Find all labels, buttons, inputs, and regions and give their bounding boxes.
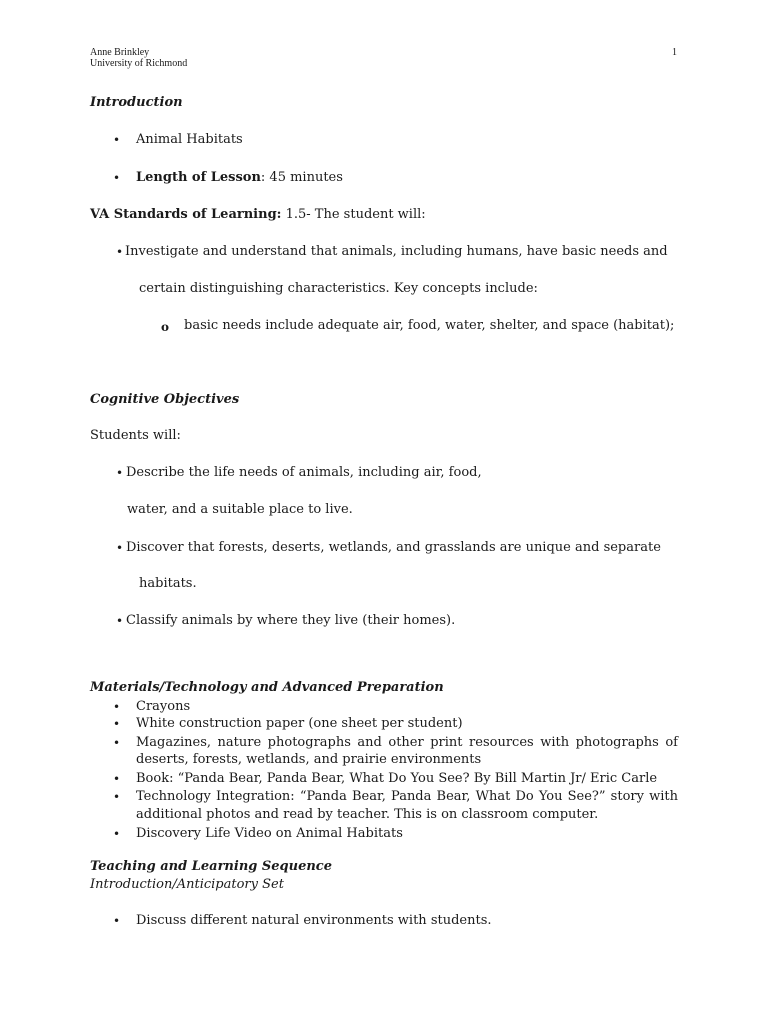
lesson-length [136,170,343,186]
teaching-heading: Teaching and Learning Sequence [90,859,332,874]
objective-1-line2: water, and a suitable place to live. [127,502,353,517]
bullet-icon: • [113,133,121,147]
introduction-heading: Introduction [90,95,183,110]
objective-1-line1: Describe the life needs of animals, including air, food, [126,465,482,480]
lesson-length-label: Length of Lesson [136,170,261,185]
material-item-1: Crayons [136,699,191,714]
bullet-icon: • [113,171,121,185]
teaching-subheading: Introduction/Anticipatory Set [90,877,284,892]
standard-item-line2: certain distinguishing characteristics. Key concepts include: [139,281,538,296]
teaching-item-1: Discuss different natural environments with students. [136,913,492,928]
objective-3: Classify animals by where they live (their homes). [126,613,456,628]
standards-line [90,207,426,223]
objective-2-line2: habitats. [139,576,197,591]
materials-heading: Materials/Technology and Advanced Preparation [90,680,444,695]
bullet-icon: • [113,717,121,731]
circle-bullet-icon: o [161,320,170,334]
bullet-icon: • [116,245,124,259]
intro-topic: Animal Habitats [136,132,243,147]
page-number: 1 [672,47,677,58]
material-item-4: Book: “Panda Bear, Panda Bear, What Do You See? By Bill Martin Jr/ Eric Carle [136,771,658,786]
lesson-length-value: : 45 minutes [260,170,343,185]
bullet-icon: • [113,827,121,841]
objective-2-line1: Discover that forests, deserts, wetlands, and grasslands are unique and separate [126,540,661,555]
bullet-icon: • [113,790,121,804]
institution-name: University of Richmond [90,58,188,69]
bullet-icon: • [116,541,124,555]
bullet-icon: • [113,736,121,750]
bullet-icon: • [116,466,124,480]
bullet-icon: • [113,700,121,714]
bullet-icon: • [113,772,121,786]
standard-subitem: basic needs include adequate air, food, water, shelter, and space (habitat); [184,318,675,333]
cognitive-intro: Students will: [90,428,181,443]
material-item-3-line1: Magazines, nature photographs and other print resources with photographs of [136,735,678,750]
material-item-6: Discovery Life Video on Animal Habitats [136,826,403,841]
bullet-icon: • [116,614,124,628]
material-item-2: White construction paper (one sheet per student) [136,716,463,731]
cognitive-heading: Cognitive Objectives [90,392,240,407]
material-item-5-line1: Technology Integration: “Panda Bear, Panda Bear, What Do You See?” story with [136,789,678,804]
standard-item-line1: Investigate and understand that animals, including humans, have basic needs and [125,244,668,259]
author-name: Anne Brinkley [90,47,150,58]
material-item-3-line2: deserts, forests, wetlands, and prairie environments [136,752,482,767]
standards-value: 1.5- The student will: [281,207,426,222]
standards-label: VA Standards of Learning: [90,207,282,222]
material-item-5-line2: additional photos and read by teacher. This is on classroom computer. [136,807,599,822]
bullet-icon: • [113,914,121,928]
